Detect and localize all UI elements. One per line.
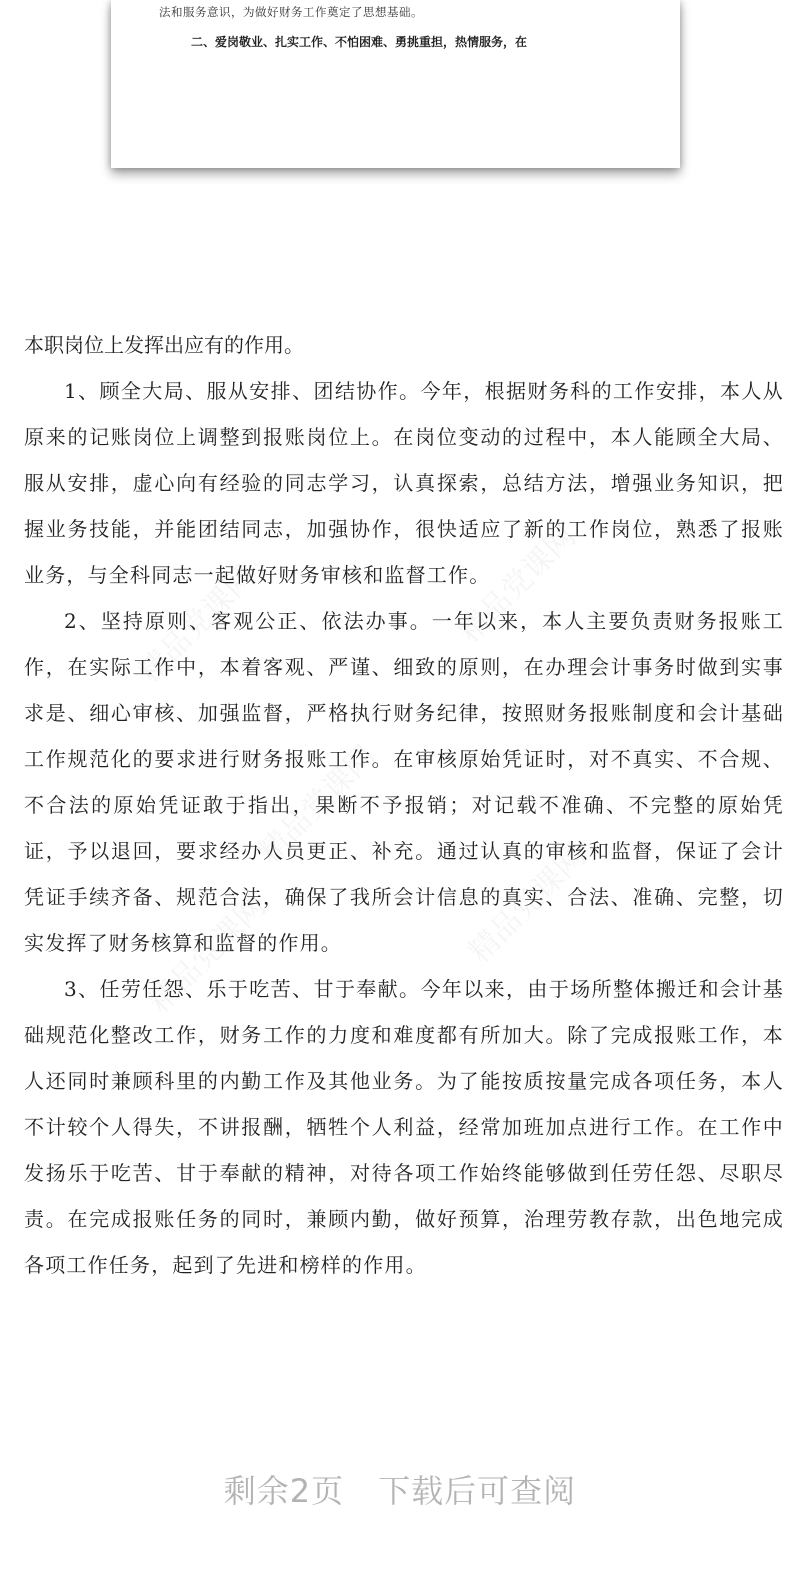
preview-text-line: 法和服务意识，为做好财务工作奠定了思想基础。 (159, 5, 423, 19)
previous-page-preview (111, 0, 680, 168)
document-body (24, 322, 784, 1288)
paragraph-1: 1、顾全大局、服从安排、团结协作。今年，根据财务科的工作安排，本人从原来的记账岗位上调整到报账岗位上。在岗位变动的过程中，本人能顾全大局、服从安排，虚心向有经验的同志学习，认真探索，总结方法，增强业务知识，把握业务技能，并能团结同志，加强协作，很快适应了新的工作岗位，熟悉了报账业务，与全科同志一起做好财务审核和监督工作。 (24, 379, 784, 587)
paragraph-2: 2、坚持原则、客观公正、依法办事。一年以来，本人主要负责财务报账工作，在实际工作中，本着客观、严谨、细致的原则，在办理会计事务时做到实事求是、细心审核、加强监督，严格执行财务纪律，按照财务报账制度和会计基础工作规范化的要求进行财务报账工作。在审核原始凭证时，对不真实、不合规、不合法的原始凭证敢于指出，果断不予报销；对记载不准确、不完整的原始凭证，予以退回，要求经办人员更正、补充。通过认真的审核和监督，保证了会计凭证手续齐备、规范合法，确保了我所会计信息的真实、合法、准确、完整，切实发挥了财务核算和监督的作用。 (24, 609, 784, 955)
remaining-pages-label: 剩余2页 (223, 1472, 345, 1510)
continued-heading-text: 本职岗位上发挥出应有的作用。 (24, 333, 304, 357)
download-prompt[interactable] (0, 1466, 800, 1512)
paragraph-3: 3、任劳任怨、乐于吃苦、甘于奉献。今年以来，由于场所整体搬迁和会计基础规范化整改工作，财务工作的力度和难度都有所加大。除了完成报账工作，本人还同时兼顾科里的内勤工作及其他业务。为了能按质按量完成各项任务，本人不计较个人得失，不讲报酬，牺牲个人利益，经常加班加点进行工作。在工作中发扬乐于吃苦、甘于奉献的精神，对待各项工作始终能够做到任劳任怨、尽职尽责。在完成报账任务的同时，兼顾内勤，做好预算，治理劳教存款，出色地完成各项工作任务，起到了先进和榜样的作用。 (24, 977, 784, 1277)
preview-heading-line: 二、爱岗敬业、扎实工作、不怕困难、勇挑重担，热情服务，在 (191, 35, 528, 49)
download-to-view-label[interactable]: 下载后可查阅 (378, 1472, 577, 1510)
